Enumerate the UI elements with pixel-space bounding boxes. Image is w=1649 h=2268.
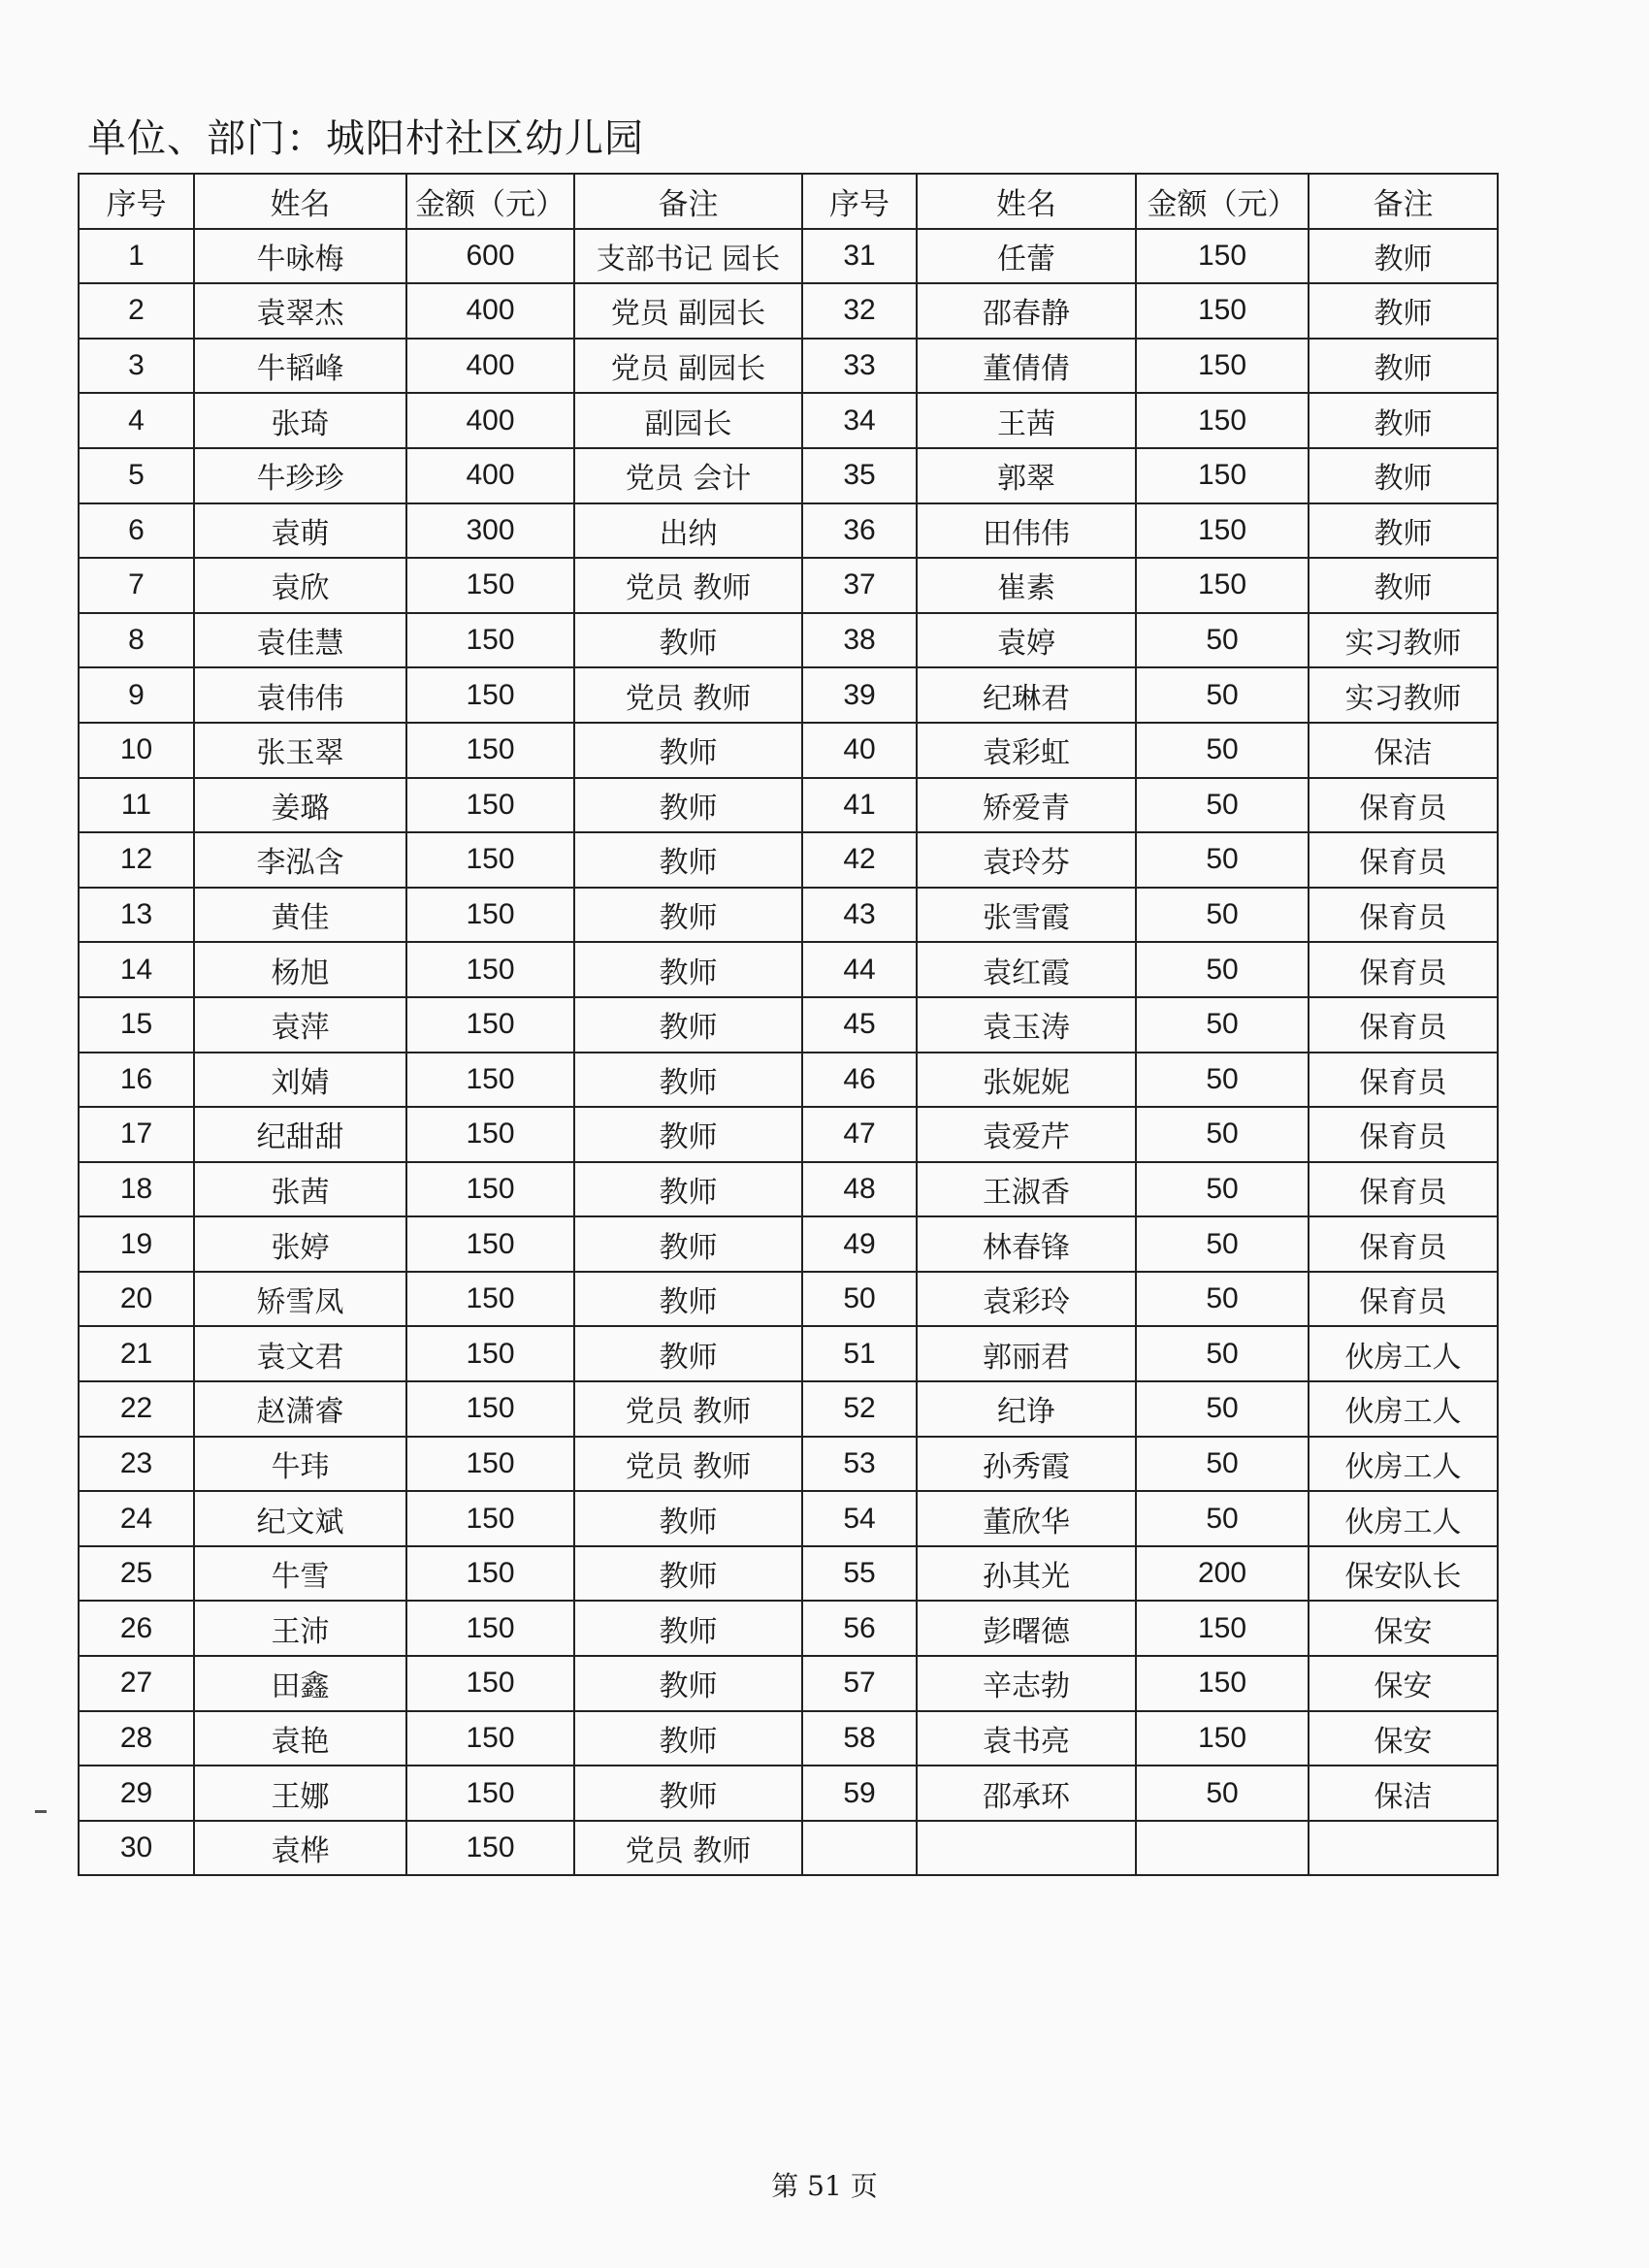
amount-cell: 150 [1136, 448, 1309, 503]
table-row [79, 997, 1498, 1053]
seq-cell: 30 [79, 1821, 194, 1876]
seq-cell: 23 [79, 1437, 194, 1492]
table-body [79, 229, 1498, 1876]
amount-cell: 150 [1136, 339, 1309, 394]
amount-cell: 150 [406, 778, 574, 833]
note-cell: 教师 [574, 1326, 802, 1381]
amount-cell: 150 [406, 667, 574, 723]
table-row [79, 339, 1498, 394]
name-cell: 袁佳慧 [194, 613, 406, 668]
note-cell: 保育员 [1309, 778, 1498, 833]
amount-cell: 150 [1136, 283, 1309, 339]
seq-cell: 53 [802, 1437, 917, 1492]
note-cell: 保安 [1309, 1601, 1498, 1656]
name-cell: 袁婷 [917, 613, 1136, 668]
table-row [79, 229, 1498, 284]
seq-cell: 40 [802, 723, 917, 778]
name-cell: 刘婧 [194, 1053, 406, 1108]
seq-cell: 42 [802, 832, 917, 888]
amount-cell: 150 [406, 1381, 574, 1437]
name-cell: 田伟伟 [917, 503, 1136, 559]
note-cell: 教师 [1309, 339, 1498, 394]
table-row [79, 1326, 1498, 1381]
note-cell: 保洁 [1309, 723, 1498, 778]
note-cell: 保育员 [1309, 1107, 1498, 1162]
name-cell: 矫雪凤 [194, 1272, 406, 1327]
page-number: 第 51 页 [771, 2170, 878, 2202]
table-row [79, 888, 1498, 943]
table-header-row [79, 174, 1498, 229]
note-cell: 伙房工人 [1309, 1326, 1498, 1381]
header-cell: 金额（元） [406, 174, 574, 229]
header-cell: 备注 [574, 174, 802, 229]
note-cell: 支部书记 园长 [574, 229, 802, 284]
amount-cell: 50 [1136, 1216, 1309, 1272]
name-cell: 袁艳 [194, 1711, 406, 1766]
name-cell: 袁红霞 [917, 942, 1136, 997]
note-cell: 党员 教师 [574, 667, 802, 723]
amount-cell: 150 [1136, 1656, 1309, 1711]
seq-cell: 59 [802, 1766, 917, 1821]
amount-cell: 400 [406, 448, 574, 503]
table-row [79, 558, 1498, 613]
table-row [79, 1601, 1498, 1656]
note-cell: 保育员 [1309, 942, 1498, 997]
note-cell: 党员 会计 [574, 448, 802, 503]
amount-cell: 50 [1136, 888, 1309, 943]
note-cell: 党员 教师 [574, 1437, 802, 1492]
amount-cell: 150 [1136, 1711, 1309, 1766]
name-cell: 董欣华 [917, 1491, 1136, 1546]
name-cell: 李泓含 [194, 832, 406, 888]
name-cell: 王娜 [194, 1766, 406, 1821]
note-cell: 教师 [1309, 503, 1498, 559]
seq-cell: 8 [79, 613, 194, 668]
amount-cell: 150 [406, 888, 574, 943]
seq-cell: 7 [79, 558, 194, 613]
scan-mark [35, 1810, 47, 1813]
amount-cell: 150 [406, 1326, 574, 1381]
header-cell: 金额（元） [1136, 174, 1309, 229]
name-cell: 袁玲芬 [917, 832, 1136, 888]
header-cell: 序号 [802, 174, 917, 229]
table-row [79, 942, 1498, 997]
table-row [79, 1107, 1498, 1162]
seq-cell: 34 [802, 393, 917, 448]
seq-cell: 25 [79, 1546, 194, 1602]
note-cell: 保洁 [1309, 1766, 1498, 1821]
note-cell: 教师 [1309, 283, 1498, 339]
seq-cell: 35 [802, 448, 917, 503]
amount-cell: 600 [406, 229, 574, 284]
seq-cell: 49 [802, 1216, 917, 1272]
amount-cell: 400 [406, 339, 574, 394]
amount-cell: 50 [1136, 1766, 1309, 1821]
amount-cell: 50 [1136, 1053, 1309, 1108]
note-cell: 教师 [574, 1272, 802, 1327]
name-cell: 崔素 [917, 558, 1136, 613]
name-cell: 王淑香 [917, 1162, 1136, 1217]
seq-cell: 17 [79, 1107, 194, 1162]
amount-cell: 50 [1136, 832, 1309, 888]
table-row [79, 393, 1498, 448]
name-cell: 赵潇睿 [194, 1381, 406, 1437]
amount-cell: 50 [1136, 723, 1309, 778]
name-cell: 袁书亮 [917, 1711, 1136, 1766]
name-cell: 纪文斌 [194, 1491, 406, 1546]
note-cell: 教师 [574, 613, 802, 668]
table-row [79, 1437, 1498, 1492]
note-cell: 教师 [574, 1107, 802, 1162]
name-cell: 孙秀霞 [917, 1437, 1136, 1492]
amount-cell: 50 [1136, 613, 1309, 668]
seq-cell: 21 [79, 1326, 194, 1381]
note-cell: 教师 [574, 1601, 802, 1656]
amount-cell: 50 [1136, 1162, 1309, 1217]
header-cell: 备注 [1309, 174, 1498, 229]
amount-cell: 150 [406, 1546, 574, 1602]
note-cell: 教师 [574, 723, 802, 778]
seq-cell: 2 [79, 283, 194, 339]
note-cell [1309, 1821, 1498, 1876]
table-row [79, 723, 1498, 778]
amount-cell: 150 [406, 1656, 574, 1711]
note-cell: 实习教师 [1309, 613, 1498, 668]
seq-cell: 24 [79, 1491, 194, 1546]
name-cell: 张妮妮 [917, 1053, 1136, 1108]
note-cell: 教师 [574, 1053, 802, 1108]
name-cell: 张雪霞 [917, 888, 1136, 943]
note-cell: 保育员 [1309, 832, 1498, 888]
seq-cell: 20 [79, 1272, 194, 1327]
amount-cell: 150 [406, 832, 574, 888]
amount-cell: 150 [406, 1821, 574, 1876]
header-cell: 姓名 [194, 174, 406, 229]
name-cell: 王沛 [194, 1601, 406, 1656]
seq-cell: 10 [79, 723, 194, 778]
amount-cell: 400 [406, 283, 574, 339]
table-row [79, 503, 1498, 559]
note-cell: 党员 教师 [574, 558, 802, 613]
name-cell: 邵春静 [917, 283, 1136, 339]
name-cell: 任蕾 [917, 229, 1136, 284]
amount-cell: 150 [406, 1437, 574, 1492]
roster-table [78, 173, 1499, 1876]
note-cell: 保育员 [1309, 1216, 1498, 1272]
table-row [79, 1656, 1498, 1711]
seq-cell: 38 [802, 613, 917, 668]
name-cell: 杨旭 [194, 942, 406, 997]
name-cell: 袁彩玲 [917, 1272, 1136, 1327]
amount-cell: 150 [406, 1107, 574, 1162]
note-cell: 保育员 [1309, 1162, 1498, 1217]
seq-cell: 1 [79, 229, 194, 284]
name-cell: 黄佳 [194, 888, 406, 943]
amount-cell: 150 [406, 1162, 574, 1217]
seq-cell: 55 [802, 1546, 917, 1602]
amount-cell: 50 [1136, 1381, 1309, 1437]
note-cell: 教师 [574, 1546, 802, 1602]
seq-cell: 16 [79, 1053, 194, 1108]
note-cell: 党员 副园长 [574, 283, 802, 339]
note-cell: 教师 [574, 1711, 802, 1766]
note-cell: 教师 [574, 997, 802, 1053]
note-cell: 教师 [1309, 229, 1498, 284]
seq-cell: 41 [802, 778, 917, 833]
table-row [79, 1053, 1498, 1108]
seq-cell [802, 1821, 917, 1876]
note-cell: 党员 教师 [574, 1821, 802, 1876]
name-cell: 袁萌 [194, 503, 406, 559]
seq-cell: 29 [79, 1766, 194, 1821]
header-cell: 姓名 [917, 174, 1136, 229]
seq-cell: 26 [79, 1601, 194, 1656]
amount-cell: 150 [1136, 229, 1309, 284]
table-row [79, 448, 1498, 503]
name-cell: 矫爱青 [917, 778, 1136, 833]
name-cell: 王茜 [917, 393, 1136, 448]
table-row [79, 1821, 1498, 1876]
note-cell: 保安 [1309, 1711, 1498, 1766]
table-row [79, 832, 1498, 888]
amount-cell: 200 [1136, 1546, 1309, 1602]
table-row [79, 1491, 1498, 1546]
note-cell: 保育员 [1309, 1053, 1498, 1108]
table-row [79, 1272, 1498, 1327]
name-cell: 牛玮 [194, 1437, 406, 1492]
name-cell: 纪琳君 [917, 667, 1136, 723]
name-cell: 袁玉涛 [917, 997, 1136, 1053]
amount-cell: 150 [406, 1272, 574, 1327]
seq-cell: 44 [802, 942, 917, 997]
note-cell: 教师 [574, 778, 802, 833]
table-row [79, 1216, 1498, 1272]
note-cell: 教师 [1309, 558, 1498, 613]
name-cell: 郭翠 [917, 448, 1136, 503]
amount-cell: 150 [406, 942, 574, 997]
seq-cell: 28 [79, 1711, 194, 1766]
amount-cell: 50 [1136, 1107, 1309, 1162]
name-cell: 袁欣 [194, 558, 406, 613]
name-cell: 张玉翠 [194, 723, 406, 778]
note-cell: 教师 [574, 832, 802, 888]
amount-cell: 50 [1136, 997, 1309, 1053]
amount-cell: 150 [406, 1766, 574, 1821]
name-cell: 张婷 [194, 1216, 406, 1272]
seq-cell: 39 [802, 667, 917, 723]
note-cell: 教师 [574, 1162, 802, 1217]
note-cell: 教师 [1309, 448, 1498, 503]
seq-cell: 3 [79, 339, 194, 394]
seq-cell: 57 [802, 1656, 917, 1711]
amount-cell: 50 [1136, 667, 1309, 723]
seq-cell: 11 [79, 778, 194, 833]
note-cell: 教师 [1309, 393, 1498, 448]
amount-cell: 150 [406, 558, 574, 613]
table-row [79, 613, 1498, 668]
name-cell: 林春锋 [917, 1216, 1136, 1272]
name-cell: 张茜 [194, 1162, 406, 1217]
name-cell: 姜璐 [194, 778, 406, 833]
note-cell: 副园长 [574, 393, 802, 448]
table-row [79, 1711, 1498, 1766]
amount-cell: 150 [1136, 393, 1309, 448]
name-cell: 牛雪 [194, 1546, 406, 1602]
name-cell: 郭丽君 [917, 1326, 1136, 1381]
note-cell: 党员 副园长 [574, 339, 802, 394]
name-cell: 辛志勃 [917, 1656, 1136, 1711]
seq-cell: 6 [79, 503, 194, 559]
name-cell: 袁桦 [194, 1821, 406, 1876]
name-cell: 袁爱芹 [917, 1107, 1136, 1162]
amount-cell [1136, 1821, 1309, 1876]
note-cell: 保安队长 [1309, 1546, 1498, 1602]
seq-cell: 50 [802, 1272, 917, 1327]
name-cell: 袁翠杰 [194, 283, 406, 339]
table-row [79, 283, 1498, 339]
name-cell [917, 1821, 1136, 1876]
amount-cell: 150 [406, 1216, 574, 1272]
name-cell: 牛韬峰 [194, 339, 406, 394]
seq-cell: 58 [802, 1711, 917, 1766]
seq-cell: 43 [802, 888, 917, 943]
note-cell: 伙房工人 [1309, 1491, 1498, 1546]
name-cell: 张琦 [194, 393, 406, 448]
note-cell: 保育员 [1309, 888, 1498, 943]
name-cell: 袁萍 [194, 997, 406, 1053]
seq-cell: 27 [79, 1656, 194, 1711]
amount-cell: 150 [1136, 503, 1309, 559]
name-cell: 董倩倩 [917, 339, 1136, 394]
table-row [79, 667, 1498, 723]
amount-cell: 150 [406, 1601, 574, 1656]
seq-cell: 46 [802, 1053, 917, 1108]
header-cell: 序号 [79, 174, 194, 229]
seq-cell: 33 [802, 339, 917, 394]
amount-cell: 50 [1136, 1326, 1309, 1381]
table-row [79, 1766, 1498, 1821]
seq-cell: 47 [802, 1107, 917, 1162]
amount-cell: 50 [1136, 1272, 1309, 1327]
note-cell: 教师 [574, 1216, 802, 1272]
amount-cell: 50 [1136, 1491, 1309, 1546]
seq-cell: 32 [802, 283, 917, 339]
amount-cell: 50 [1136, 778, 1309, 833]
note-cell: 教师 [574, 942, 802, 997]
name-cell: 牛珍珍 [194, 448, 406, 503]
amount-cell: 150 [406, 1491, 574, 1546]
name-cell: 纪诤 [917, 1381, 1136, 1437]
amount-cell: 150 [406, 723, 574, 778]
table-row [79, 1546, 1498, 1602]
seq-cell: 54 [802, 1491, 917, 1546]
seq-cell: 48 [802, 1162, 917, 1217]
seq-cell: 31 [802, 229, 917, 284]
amount-cell: 50 [1136, 942, 1309, 997]
seq-cell: 51 [802, 1326, 917, 1381]
name-cell: 孙其光 [917, 1546, 1136, 1602]
note-cell: 出纳 [574, 503, 802, 559]
amount-cell: 400 [406, 393, 574, 448]
note-cell: 教师 [574, 1656, 802, 1711]
note-cell: 教师 [574, 1491, 802, 1546]
seq-cell: 22 [79, 1381, 194, 1437]
seq-cell: 14 [79, 942, 194, 997]
note-cell: 保育员 [1309, 997, 1498, 1053]
note-cell: 实习教师 [1309, 667, 1498, 723]
note-cell: 伙房工人 [1309, 1381, 1498, 1437]
name-cell: 纪甜甜 [194, 1107, 406, 1162]
seq-cell: 4 [79, 393, 194, 448]
seq-cell: 18 [79, 1162, 194, 1217]
seq-cell: 15 [79, 997, 194, 1053]
note-cell: 教师 [574, 1766, 802, 1821]
seq-cell: 56 [802, 1601, 917, 1656]
name-cell: 袁彩虹 [917, 723, 1136, 778]
note-cell: 保育员 [1309, 1272, 1498, 1327]
table-row [79, 778, 1498, 833]
amount-cell: 150 [1136, 1601, 1309, 1656]
seq-cell: 52 [802, 1381, 917, 1437]
note-cell: 党员 教师 [574, 1381, 802, 1437]
name-cell: 彭曙德 [917, 1601, 1136, 1656]
seq-cell: 13 [79, 888, 194, 943]
seq-cell: 45 [802, 997, 917, 1053]
name-cell: 邵承环 [917, 1766, 1136, 1821]
name-cell: 田鑫 [194, 1656, 406, 1711]
amount-cell: 150 [406, 1053, 574, 1108]
name-cell: 袁文君 [194, 1326, 406, 1381]
table-row [79, 1162, 1498, 1217]
name-cell: 袁伟伟 [194, 667, 406, 723]
amount-cell: 300 [406, 503, 574, 559]
amount-cell: 150 [406, 997, 574, 1053]
seq-cell: 37 [802, 558, 917, 613]
amount-cell: 150 [1136, 558, 1309, 613]
amount-cell: 150 [406, 613, 574, 668]
note-cell: 教师 [574, 888, 802, 943]
seq-cell: 5 [79, 448, 194, 503]
seq-cell: 12 [79, 832, 194, 888]
page-title: 单位、部门：城阳村社区幼儿园 [87, 116, 644, 161]
amount-cell: 50 [1136, 1437, 1309, 1492]
seq-cell: 9 [79, 667, 194, 723]
seq-cell: 36 [802, 503, 917, 559]
name-cell: 牛咏梅 [194, 229, 406, 284]
note-cell: 保安 [1309, 1656, 1498, 1711]
table-row [79, 1381, 1498, 1437]
amount-cell: 150 [406, 1711, 574, 1766]
seq-cell: 19 [79, 1216, 194, 1272]
note-cell: 伙房工人 [1309, 1437, 1498, 1492]
